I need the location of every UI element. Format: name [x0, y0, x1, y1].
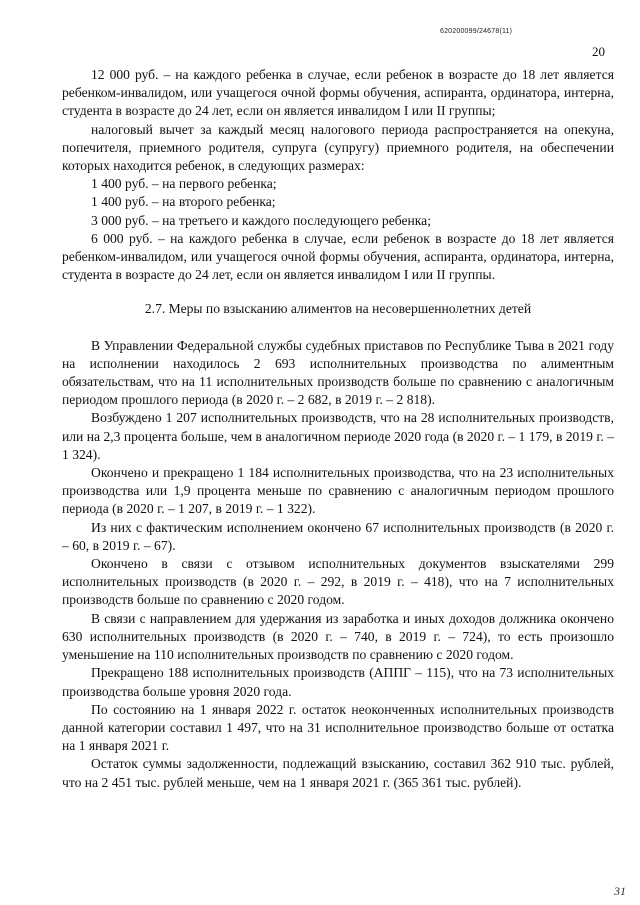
section-title: 2.7. Меры по взысканию алиментов на несовершеннолетних детей: [144, 301, 532, 317]
document-body: [62, 66, 614, 792]
paragraph-total-proceedings: В Управлении Федеральной службы судебных приставов по Республике Тыва в 2021 году на исполнении находилось 2 693 исполнительных производства по алиментным обязательствам, что на 11 исполнительных производств больше по сравнению с аналогичным периодом прошлого периода (в 2020 г. – 2 682, в 2019 г. – 2 818).: [62, 337, 614, 408]
list-item-third-child: 3 000 руб. – на третьего и каждого последующего ребенка;: [91, 212, 431, 228]
paragraph-initiated: Возбуждено 1 207 исполнительных производств, что на 28 исполнительных производств, или на 2,3 процента больше, чем в аналогичном периоде 2020 года (в 2020 г. – 1 179, в 2019 г. – 1 324).: [62, 410, 614, 462]
paragraph-guardian-deduction: налоговый вычет за каждый месяц налогового периода распространяется на опекуна, попечителя, приемного родителя, супруга (супругу) приемного родителя, на обеспечении которых находится ребенок, в следующих размерах:: [62, 121, 614, 174]
list-item-first-child: 1 400 руб. – на первого ребенка;: [91, 176, 277, 192]
paragraph-debt-balance: Остаток суммы задолженности, подлежащий взысканию, составил 362 910 тыс. рублей, что на 2 451 тыс. рублей меньше, чем на 1 января 2021 г. (365 361 тыс. рублей).: [62, 756, 614, 790]
paragraph-completed: Окончено и прекращено 1 184 исполнительных производства, что на 23 исполнительных производства или 1,9 процента меньше по сравнению с аналогичным периодом прошлого периода (в 2020 г. – 1 207, в 2019 г. – 1 322).: [62, 465, 614, 517]
paragraph-actual-execution: Из них с фактическим исполнением окончено 67 исполнительных производств (в 2020 г. – 60, в 2019 г. – 67).: [62, 519, 614, 553]
paragraph-remaining-proceedings: По состоянию на 1 января 2022 г. остаток неоконченных исполнительных производств данной категории составил 1 497, что на 31 исполнительное производство больше от остатка на 1 января 2021 г.: [62, 701, 614, 754]
paragraph-deduction-12000: 12 000 руб. – на каждого ребенка в случае, если ребенок в возрасте до 18 лет является ребенком-инвалидом, или учащегося очной формы обучения, аспиранта, ординатора, интерна, студента в возрасте до 24 лет, если он является инвалидом I или II группы;: [62, 67, 614, 119]
document-code: 620200099/24678(11): [440, 28, 513, 35]
corner-mark: 31: [614, 884, 626, 898]
list-item-second-child: 1 400 руб. – на второго ребенка;: [91, 194, 276, 210]
paragraph-withdrawal: Окончено в связи с отзывом исполнительных документов взыскателями 299 исполнительных производств (в 2020 г. – 292, в 2019 г. – 418), что на 7 исполнительных производств больше по сравнению с 2020 годом.: [62, 556, 614, 608]
paragraph-deduction-6000: 6 000 руб. – на каждого ребенка в случае, если ребенок в возрасте до 18 лет является ребенком-инвалидом, или учащегося очной формы обучения, аспиранта, ординатора, интерна, студента в возрасте до 24 лет, если он является инвалидом I или II группы.: [62, 230, 614, 283]
paragraph-wage-deduction: В связи с направлением для удержания из заработка и иных доходов должника окончено 630 исполнительных производств (в 2020 г. – 740, в 2019 г. – 724), то есть произошло уменьшение на 110 исполнительных производств по сравнению с 2020 годом.: [62, 610, 614, 663]
paragraph-terminated: Прекращено 188 исполнительных производств (АППГ – 115), что на 73 исполнительных производства больше уровня 2020 года.: [62, 665, 614, 699]
page-number: 20: [592, 44, 605, 59]
